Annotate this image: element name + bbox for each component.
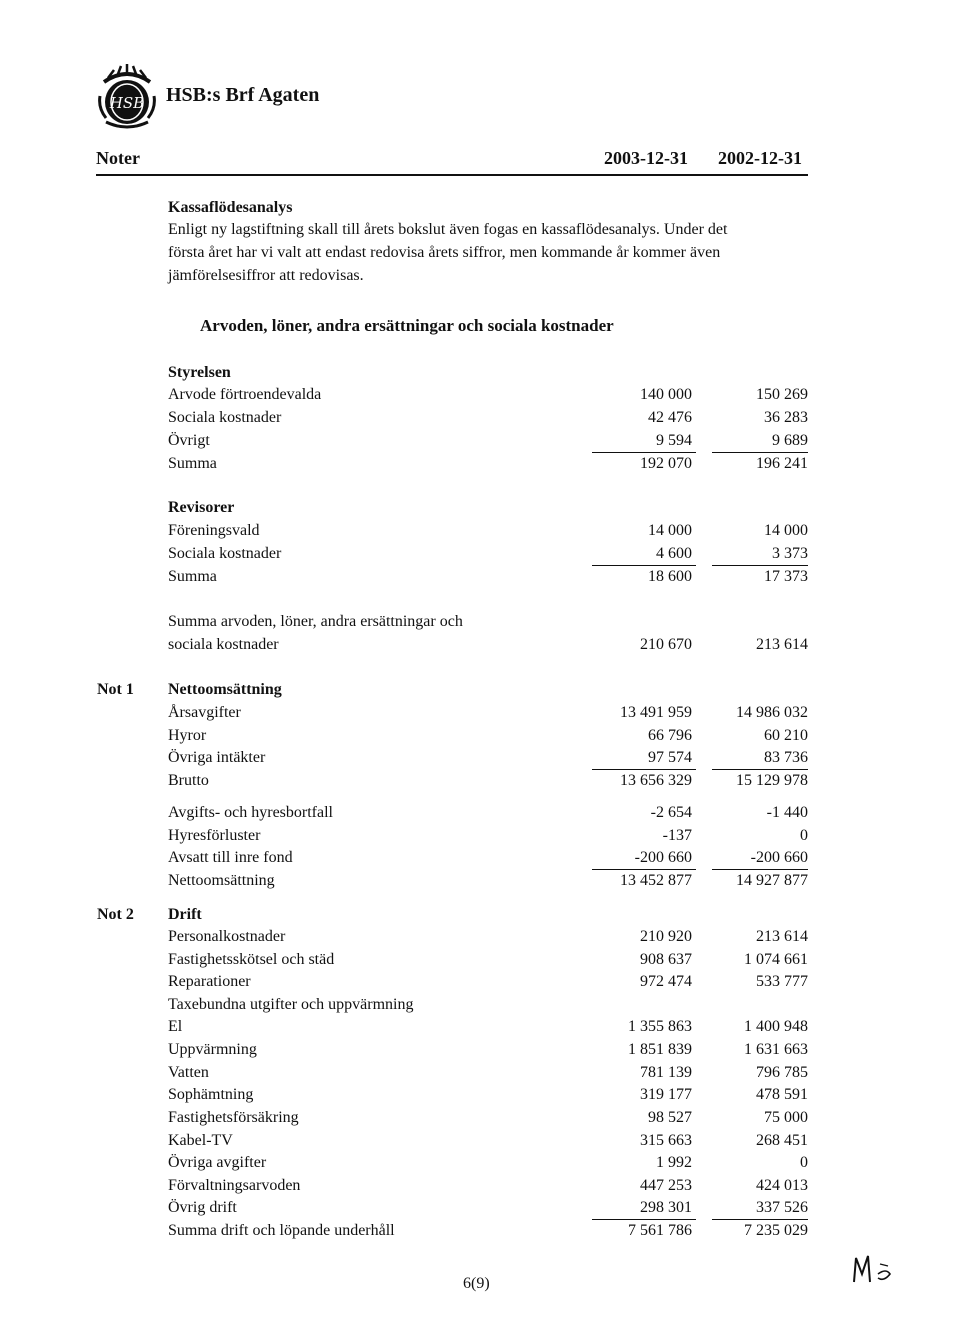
value-current: 972 474 [640, 973, 692, 990]
value-prior: 213 614 [756, 928, 808, 945]
value-prior: 7 235 029 [744, 1222, 808, 1239]
value-current: 210 670 [640, 636, 692, 653]
value-current: 1 851 839 [628, 1041, 692, 1058]
value-current: 13 656 329 [620, 772, 692, 789]
value-prior: 0 [800, 1154, 808, 1171]
company-name: HSB:s Brf Agaten [166, 84, 320, 106]
value-prior: 3 373 [772, 545, 808, 562]
value-prior: 83 736 [764, 749, 808, 766]
value-current: 14 000 [648, 522, 692, 539]
value-prior: 796 785 [756, 1064, 808, 1081]
subtotal-rule [592, 1219, 696, 1220]
table-row-label: Taxebundna utgifter och uppvärmning [168, 996, 414, 1013]
note-number: Not 1 [97, 681, 134, 698]
table-row-label: Avsatt till inre fond [168, 849, 293, 866]
table-row-label: Förvaltningsarvoden [168, 1177, 301, 1194]
table-row-label: Arvode förtroendevalda [168, 386, 322, 403]
auditors-heading: Revisorer [168, 499, 235, 516]
table-row-label: El [168, 1018, 183, 1035]
value-prior: -1 440 [766, 804, 808, 821]
table-row-label: Kabel-TV [168, 1132, 233, 1149]
table-row-label: Hyresförluster [168, 827, 261, 844]
table-row-label: Sophämtning [168, 1086, 254, 1103]
value-current: -2 654 [650, 804, 692, 821]
value-current: -200 660 [634, 849, 692, 866]
subtotal-rule [592, 565, 696, 566]
value-current: 298 301 [640, 1199, 692, 1216]
table-row-label: Reparationer [168, 973, 251, 990]
value-current: 908 637 [640, 951, 692, 968]
table-row-label: Summa [168, 568, 217, 585]
value-prior: 478 591 [756, 1086, 808, 1103]
value-prior: 1 400 948 [744, 1018, 808, 1035]
value-prior: 150 269 [756, 386, 808, 403]
subtotal-rule [712, 452, 808, 453]
table-row-label: Uppvärmning [168, 1041, 257, 1058]
value-current: 210 920 [640, 928, 692, 945]
value-prior: 1 631 663 [744, 1041, 808, 1058]
value-prior: 15 129 978 [736, 772, 808, 789]
subtotal-rule [712, 565, 808, 566]
value-prior: 0 [800, 827, 808, 844]
table-row-label: Övrig drift [168, 1199, 237, 1216]
note2-heading: Drift [168, 906, 202, 923]
value-current: 18 600 [648, 568, 692, 585]
value-prior: 14 986 032 [736, 704, 808, 721]
subtotal-rule [712, 1219, 808, 1220]
value-current: 447 253 [640, 1177, 692, 1194]
table-row-label: Personalkostnader [168, 928, 286, 945]
cashflow-text-line: första året har vi valt att endast redovisa årets siffror, men kommande år kommer även [168, 244, 721, 261]
table-row-label: Avgifts- och hyresbortfall [168, 804, 333, 821]
value-current: 140 000 [640, 386, 692, 403]
value-prior: 17 373 [764, 568, 808, 585]
subtotal-rule [592, 452, 696, 453]
value-prior: 533 777 [756, 973, 808, 990]
table-row-label: Övriga intäkter [168, 749, 266, 766]
table-row-label: Brutto [168, 772, 209, 789]
value-current: 4 600 [656, 545, 692, 562]
value-current: 781 139 [640, 1064, 692, 1081]
header-divider [96, 174, 808, 176]
table-row-label: Övriga avgifter [168, 1154, 267, 1171]
handwritten-initials [848, 1252, 898, 1286]
table-row-label: Nettoomsättning [168, 872, 275, 889]
table-row-label: Föreningsvald [168, 522, 260, 539]
subtotal-rule [592, 869, 696, 870]
table-row-label: Övrigt [168, 432, 210, 449]
value-prior: 213 614 [756, 636, 808, 653]
value-current: 9 594 [656, 432, 692, 449]
board-heading: Styrelsen [168, 364, 231, 381]
compensation-heading: Arvoden, löner, andra ersättningar och sociala kostnader [200, 316, 614, 335]
column-header-prior: 2002-12-31 [718, 148, 802, 168]
table-row-label: Hyror [168, 727, 207, 744]
table-row-label: Summa arvoden, löner, andra ersättningar och [168, 613, 463, 630]
value-prior: 14 000 [764, 522, 808, 539]
value-current: 7 561 786 [628, 1222, 692, 1239]
value-prior: 424 013 [756, 1177, 808, 1194]
value-current: 192 070 [640, 455, 692, 472]
value-prior: 9 689 [772, 432, 808, 449]
value-current: 42 476 [648, 409, 692, 426]
svg-text:HSB: HSB [109, 94, 145, 112]
value-current: 98 527 [648, 1109, 692, 1126]
note-number: Not 2 [97, 906, 134, 923]
value-prior: 36 283 [764, 409, 808, 426]
value-current: -137 [662, 827, 692, 844]
table-row-label: Summa drift och löpande underhåll [168, 1222, 395, 1239]
value-prior: 1 074 661 [744, 951, 808, 968]
value-current: 13 491 959 [620, 704, 692, 721]
table-row-label: Fastighetsförsäkring [168, 1109, 299, 1126]
value-prior: -200 660 [750, 849, 808, 866]
subtotal-rule [592, 769, 696, 770]
note1-heading: Nettoomsättning [168, 681, 282, 698]
value-current: 1 355 863 [628, 1018, 692, 1035]
subtotal-rule [712, 869, 808, 870]
value-prior: 60 210 [764, 727, 808, 744]
value-current: 319 177 [640, 1086, 692, 1103]
cashflow-text-line: Enligt ny lagstiftning skall till årets bokslut även fogas en kassaflödesanalys. Under det [168, 221, 728, 238]
value-prior: 14 927 877 [736, 872, 808, 889]
table-row-label: Fastighetsskötsel och städ [168, 951, 335, 968]
table-row-label: Vatten [168, 1064, 209, 1081]
table-row-label: Sociala kostnader [168, 545, 282, 562]
table-row-label: sociala kostnader [168, 636, 279, 653]
value-current: 1 992 [656, 1154, 692, 1171]
subtotal-rule [712, 769, 808, 770]
value-prior: 75 000 [764, 1109, 808, 1126]
page-number: 6(9) [463, 1275, 490, 1292]
value-current: 315 663 [640, 1132, 692, 1149]
table-row-label: Summa [168, 455, 217, 472]
table-row-label: Sociala kostnader [168, 409, 282, 426]
value-current: 66 796 [648, 727, 692, 744]
value-prior: 268 451 [756, 1132, 808, 1149]
table-row-label: Årsavgifter [168, 704, 241, 721]
cashflow-heading: Kassaflödesanalys [168, 199, 293, 216]
value-prior: 337 526 [756, 1199, 808, 1216]
cashflow-text-line: jämförelsesiffror att redovisas. [168, 267, 364, 284]
value-prior: 196 241 [756, 455, 808, 472]
column-header-current: 2003-12-31 [604, 148, 688, 168]
section-title: Noter [96, 148, 140, 168]
value-current: 13 452 877 [620, 872, 692, 889]
hsb-logo [96, 62, 158, 132]
value-current: 97 574 [648, 749, 692, 766]
